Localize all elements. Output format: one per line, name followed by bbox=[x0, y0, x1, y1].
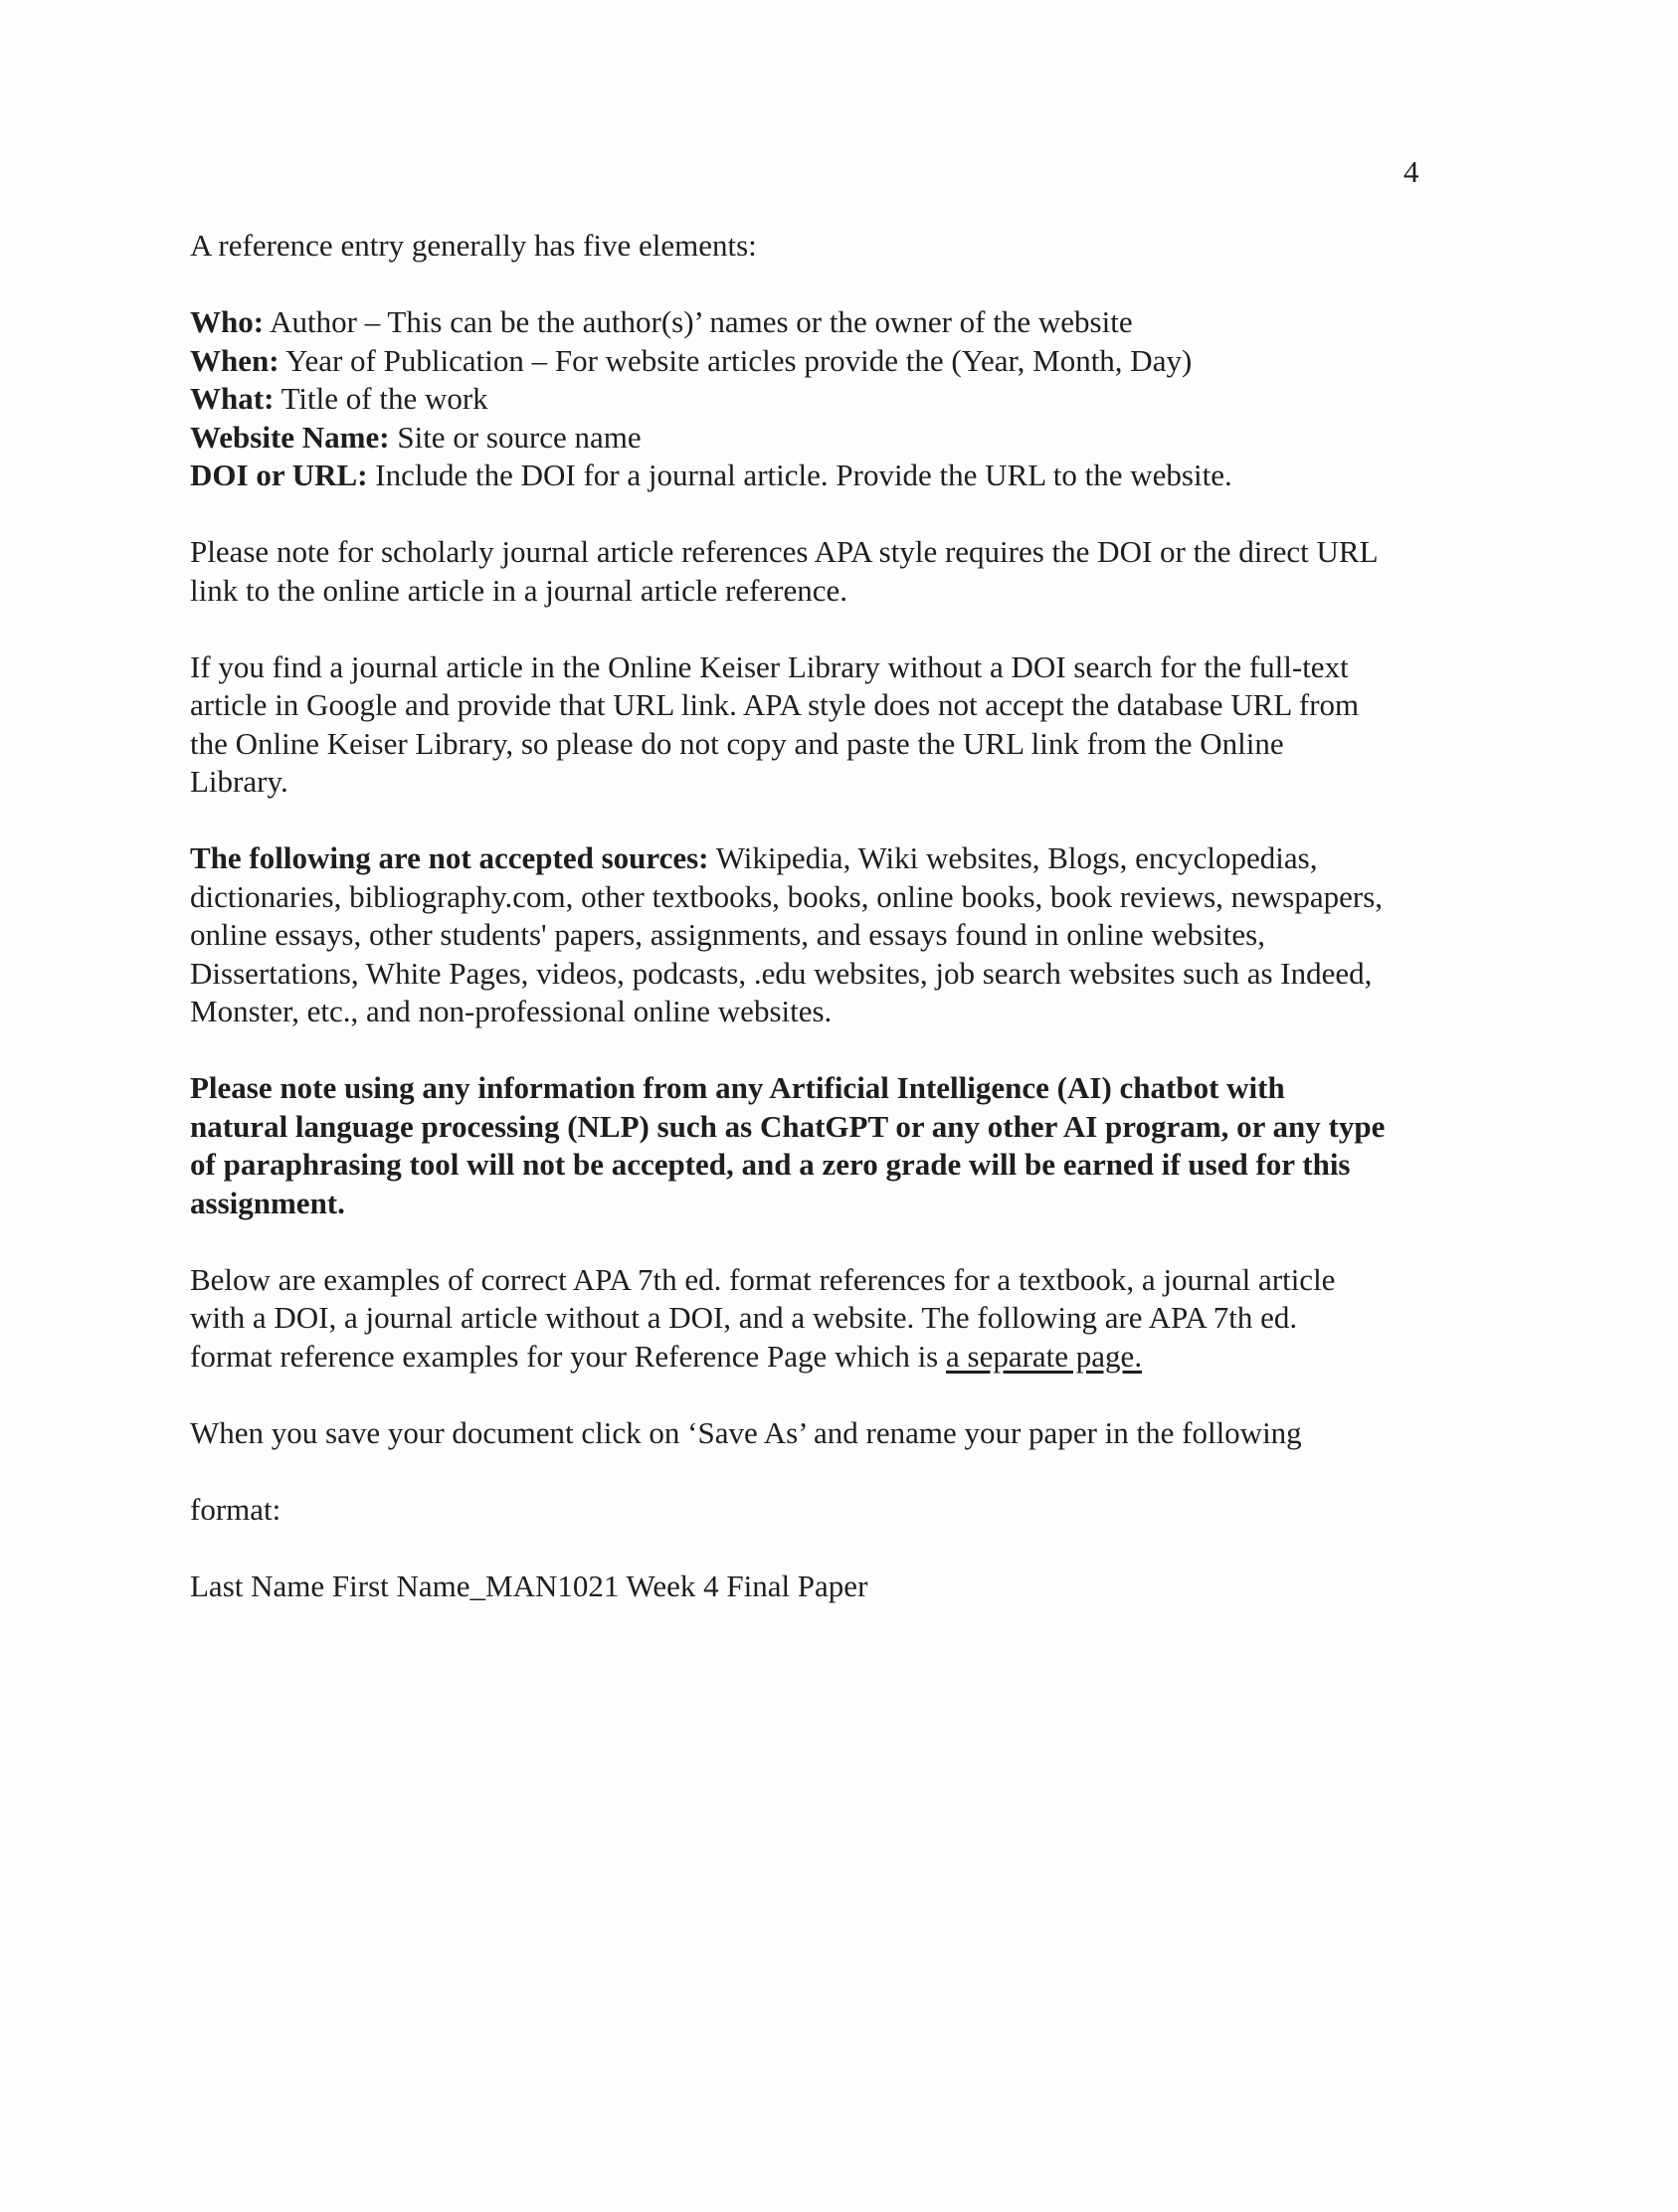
element-label: Website Name: bbox=[190, 419, 390, 455]
not-accepted-sources-paragraph: The following are not accepted sources: Wikipedia, Wiki websites, Blogs, encyclopedias, dictionaries, bibliography.com, other textbooks, books, online books, book reviews, newspapers, online essays, other students' papers, assignments, and essays found in online websites, Dissertations, White Pages, videos, podcasts, .edu websites, job search websites such as Indeed, Monster, etc., and non-professional online websites. bbox=[190, 840, 1384, 1028]
element-label: What: bbox=[190, 381, 275, 416]
element-text: Title of the work bbox=[274, 381, 488, 416]
element-text: Author – This can be the author(s)’ names or the owner of the website bbox=[264, 304, 1133, 339]
format-label: format: bbox=[190, 1491, 281, 1527]
element-text: Site or source name bbox=[389, 419, 642, 455]
save-as-paragraph: When you save your document click on ‘Save As’ and rename your paper in the following bbox=[190, 1414, 1302, 1450]
element-when bbox=[190, 342, 1513, 381]
page-number: 4 bbox=[1403, 154, 1419, 189]
element-label: DOI or URL: bbox=[190, 458, 368, 492]
doi-note-paragraph: Please note for scholarly journal article references APA style requires the DOI or the direct URL link to the online article in a journal article reference. bbox=[190, 534, 1379, 608]
ai-warning-paragraph: Please note using any information from any Artificial Intelligence (AI) chatbot with natural language processing (NLP) such as ChatGPT or any other AI program, or any type of paraphrasing tool will not be accepted, and a zero grade will be earned if used for this assignment. bbox=[190, 1070, 1386, 1220]
page-content bbox=[190, 227, 1513, 1605]
filename-format: Last Name First Name_MAN1021 Week 4 Final Paper bbox=[190, 1567, 868, 1603]
reference-elements-list bbox=[190, 303, 1513, 495]
intro-paragraph: A reference entry generally has five elements: bbox=[190, 228, 757, 263]
element-text: Year of Publication – For website articles provide the (Year, Month, Day) bbox=[279, 342, 1193, 378]
keiser-library-paragraph: If you find a journal article in the Online Keiser Library without a DOI search for the full-text article in Google and provide that URL link. APA style does not accept the database URL from the Online Keiser Library, so please do not copy and paste the URL link from the Online Library. bbox=[190, 648, 1360, 799]
element-what bbox=[190, 380, 1513, 419]
element-label: When: bbox=[190, 342, 280, 378]
examples-paragraph: Below are examples of correct APA 7th ed. format references for a textbook, a journal article with a DOI, a journal article without a DOI, and a website. The following are APA 7th ed. format reference examples for your Reference Page which is a separate page. bbox=[190, 1261, 1336, 1374]
not-accepted-label: The following are not accepted sources: bbox=[190, 840, 709, 875]
element-who bbox=[190, 303, 1513, 342]
separate-page-emphasis: a separate page. bbox=[946, 1338, 1143, 1374]
element-label: Who: bbox=[190, 304, 265, 339]
element-text: Include the DOI for a journal article. Provide the URL to the website. bbox=[367, 458, 1232, 492]
element-doi-url bbox=[190, 457, 1513, 495]
element-website-name bbox=[190, 419, 1513, 458]
